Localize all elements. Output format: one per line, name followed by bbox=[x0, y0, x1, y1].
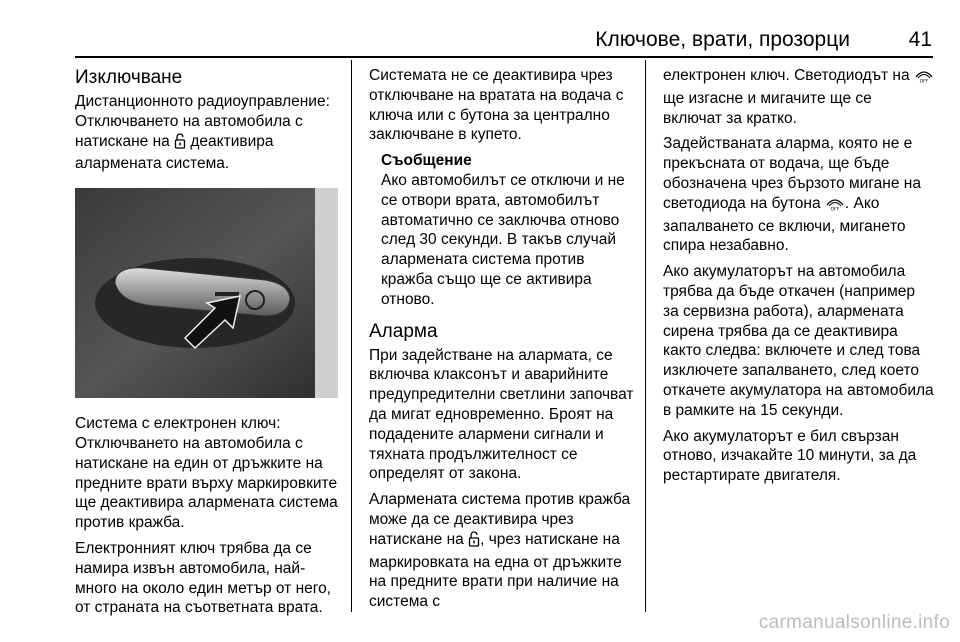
paragraph: При задействане на алармата, се включва клаксонът и аварийните предупредителни светлини започват да мигат едновременно. Броят на подадените алармени сигнали и тяхната продължителност се определят от закона. bbox=[369, 346, 634, 483]
paragraph: Система с електронен ключ: Отключването на автомобила с натискане на един от дръжките на предните врати върху маркировките ще деактивира алармената система против кражба. bbox=[75, 415, 338, 532]
engine-start-stop-icon bbox=[914, 69, 934, 89]
paragraph: Задействаната аларма, която не е прекъсната от водача, ще бъде обозначена чрез бързото мигане на светодиода на бутона OFF . Ако запалването се включи, миганeто спира незабавно. bbox=[663, 135, 921, 255]
section-heading-disarm: Изключване bbox=[75, 67, 183, 88]
header-rule bbox=[75, 56, 933, 58]
running-header-title: Ключове, врати, прозорци bbox=[595, 28, 850, 51]
paragraph: електронен ключ. Светодиодът на OFF ще изгасне и мигачите ще се включат за кратко. bbox=[663, 66, 935, 128]
paragraph: Ако акумулаторът е бил свързан отново, изчакайте 10 минути, за да рестартирате двигателя. bbox=[663, 427, 917, 485]
page-number: 41 bbox=[908, 28, 932, 51]
column-divider bbox=[645, 60, 646, 612]
column-2 bbox=[369, 66, 635, 618]
note-text: Ако автомобилът се отключи и не се отвори врата, автомобилът автоматично се заключва отново след 30 секунди. В такъв случай алармената система против кражба също ще се активира отново. bbox=[381, 171, 625, 308]
column-divider bbox=[351, 60, 352, 612]
paragraph: Системата не се деактивира чрез отключване на вратата на водача с ключа или с бутона за централно заключване в купето. bbox=[369, 67, 624, 144]
svg-text:OFF: OFF bbox=[830, 207, 840, 211]
door-handle-illustration bbox=[75, 188, 338, 398]
unlock-icon bbox=[174, 133, 186, 155]
engine-start-stop-icon bbox=[825, 197, 845, 217]
paragraph: Ако акумулаторът на автомобила трябва да бъде откачен (например за сервизна работа), алармената сирена трябва да се деактивира както следва: включете и след това изключете запалването, след което откачете акумулатора на автомобила в рамките на 15 секунди. bbox=[663, 263, 934, 419]
section-heading-alarm: Аларма bbox=[369, 320, 438, 342]
column-3 bbox=[663, 66, 935, 492]
column-1 bbox=[75, 66, 341, 624]
paragraph: Електронният ключ трябва да се намира извън автомобила, най-много на около един метър от него, от страната на съответната врата. bbox=[75, 539, 331, 617]
unlock-icon bbox=[468, 531, 480, 553]
paragraph: Алармената система против кражба може да се деактивира чрез натискане на , чрез натискане на маркировката на една от дръжките на предните врати при наличие на система с bbox=[369, 491, 631, 611]
paragraph: Дистанционното радиоуправление: Отключването на автомобила с натискане на деактивира алармената система. bbox=[75, 93, 330, 173]
note-title: Съобщение bbox=[381, 152, 472, 170]
watermark: carmanualsonline.info bbox=[758, 612, 950, 633]
note-block bbox=[369, 151, 635, 309]
svg-text:OFF: OFF bbox=[919, 79, 929, 83]
